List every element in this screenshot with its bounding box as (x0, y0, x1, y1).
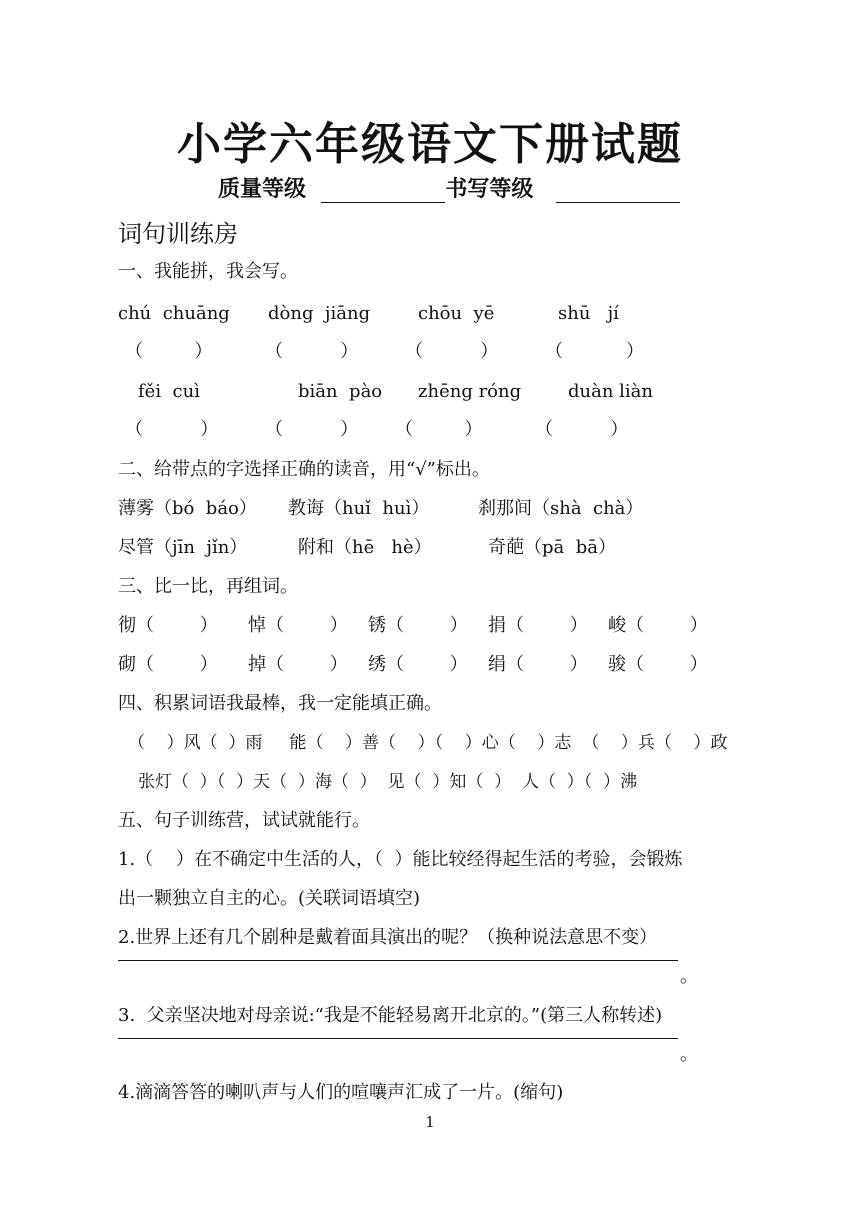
pinyin-4: shū jí (558, 303, 619, 324)
writing-grade-label: 书写等级 (445, 177, 534, 202)
pinyin-1: chú chuāng (118, 303, 230, 324)
quality-grade-blank[interactable] (321, 180, 445, 203)
answer-box-6[interactable]: （ ） (265, 419, 359, 440)
pinyin-5: fěi cuì (138, 381, 200, 402)
q3-item-10[interactable]: 骏（ ） (608, 654, 708, 675)
pinyin-8: duàn liàn (568, 381, 653, 402)
writing-grade-blank[interactable] (556, 180, 680, 203)
q5-sentence-1-line-1[interactable]: 1.（ ）在不确定中生活的人，（ ）能比较经得起生活的考验，会锻炼 (118, 849, 683, 870)
answer-box-8[interactable]: （ ） (535, 419, 629, 440)
answer-line-2[interactable] (118, 1038, 678, 1039)
q2-item-2[interactable]: 教诲（huǐ huì） (288, 498, 430, 519)
q3-item-2[interactable]: 悼（ ） (248, 615, 348, 636)
answer-box-7[interactable]: （ ） (395, 419, 483, 440)
q2-item-4[interactable]: 尽管（jīn jǐn） (118, 537, 248, 558)
answer-box-4[interactable]: （ ） (545, 341, 644, 362)
q5-sentence-2: 2.世界上还有几个剧种是戴着面具演出的呢？（换种说法意思不变） (118, 927, 658, 948)
q2-item-5[interactable]: 附和（hē hè） (298, 537, 432, 558)
q3-item-9[interactable]: 绢（ ） (488, 654, 588, 675)
q2-item-1[interactable]: 薄雾（bó báo） (118, 498, 257, 519)
q1-heading: 一、我能拼，我会写。 (118, 261, 298, 282)
q3-item-6[interactable]: 砌（ ） (118, 654, 218, 675)
q2-item-6[interactable]: 奇葩（pā bā） (488, 537, 616, 558)
answer-line-1-period: 。 (680, 966, 698, 987)
q3-heading: 三、比一比，再组词。 (118, 576, 298, 597)
answer-line-1[interactable] (118, 960, 678, 961)
page-number: 1 (425, 1113, 435, 1131)
answer-line-2-period: 。 (680, 1044, 698, 1065)
q3-item-5[interactable]: 峻（ ） (608, 615, 708, 636)
q5-sentence-1-line-2: 出一颗独立自主的心。(关联词语填空) (118, 888, 421, 909)
pinyin-6: biān pào (298, 381, 383, 402)
q3-item-7[interactable]: 掉（ ） (248, 654, 348, 675)
q2-item-3[interactable]: 刹那间（shà chà） (478, 498, 644, 519)
answer-box-2[interactable]: （ ） (265, 341, 359, 362)
pinyin-7: zhēng róng (418, 381, 522, 402)
q4-row-2[interactable]: 张灯（ ）（ ）天（ ）海（ ） 见（ ）知（ ） 人（ ）（ ）沸 (138, 772, 638, 792)
q3-item-4[interactable]: 捐（ ） (488, 615, 588, 636)
q3-item-8[interactable]: 绣（ ） (368, 654, 468, 675)
answer-box-5[interactable]: （ ） (125, 419, 219, 440)
q5-sentence-3: 3. 父亲坚决地对母亲说:“我是不能轻易离开北京的。”(第三人称转述) (118, 1005, 663, 1026)
q3-item-3[interactable]: 锈（ ） (368, 615, 468, 636)
section-heading: 词句训练房 (118, 220, 238, 248)
pinyin-3: chōu yē (418, 303, 495, 324)
answer-box-3[interactable]: （ ） (405, 341, 499, 362)
answer-box-1[interactable]: （ ） (125, 341, 213, 362)
q4-heading: 四、积累词语我最棒，我一定能填正确。 (118, 693, 442, 714)
q3-item-1[interactable]: 彻（ ） (118, 615, 218, 636)
q5-heading: 五、句子训练营，试试就能行。 (118, 810, 370, 831)
q2-heading: 二、给带点的字选择正确的读音，用“√”标出。 (118, 459, 490, 480)
pinyin-2: dòng jiāng (268, 303, 371, 324)
quality-grade-label: 质量等级 (218, 177, 307, 202)
page-title: 小学六年级语文下册试题 (177, 119, 683, 170)
q5-sentence-4: 4.滴滴答答的喇叭声与人们的喧嚷声汇成了一片。(缩句) (118, 1082, 564, 1103)
q4-row-1[interactable]: （ ）风（ ）雨 能（ ）善（ ）（ ）心（ ）志 （ ）兵（ ）政 (128, 733, 728, 753)
grade-line (218, 172, 680, 203)
